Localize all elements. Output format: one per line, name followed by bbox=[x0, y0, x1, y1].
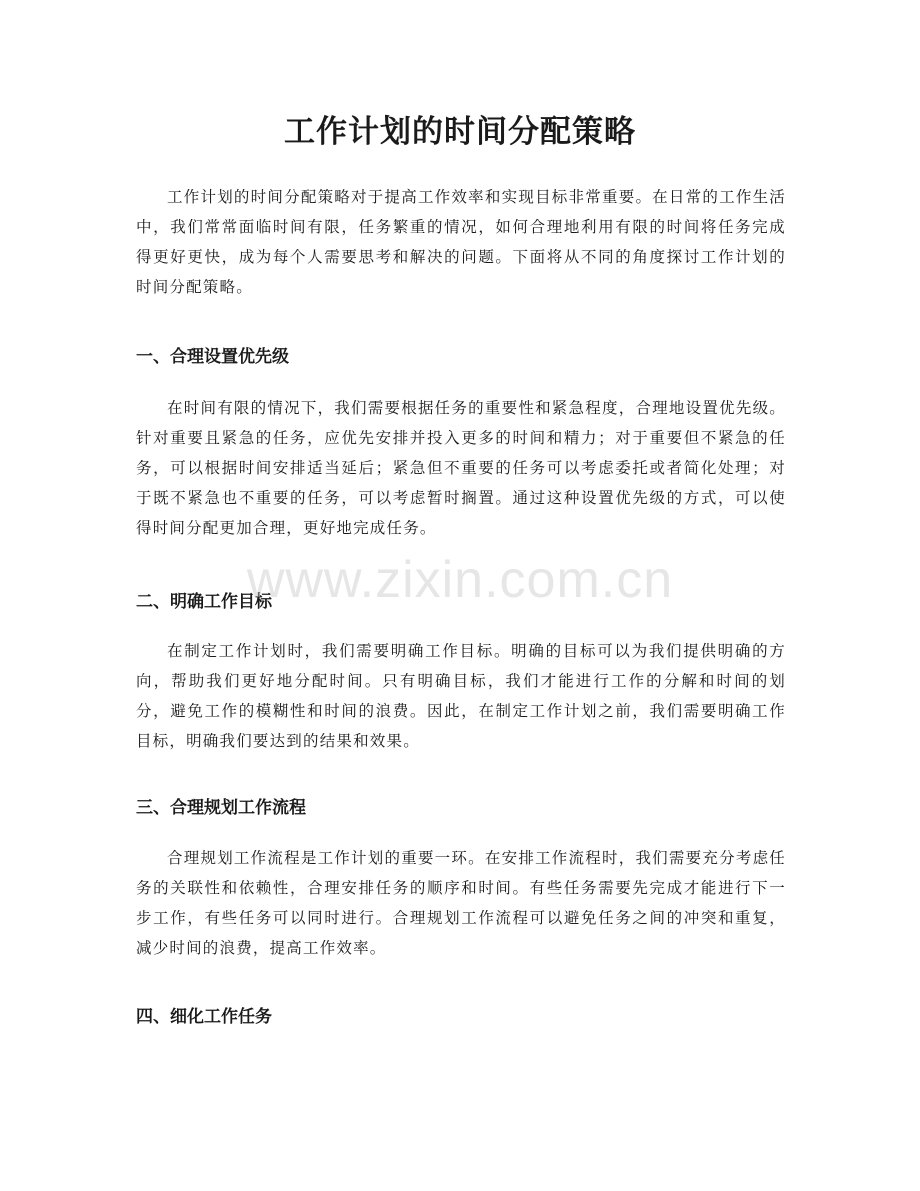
section-body-3: 合理规划工作流程是工作计划的重要一环。在安排工作流程时，我们需要充分考虑任务的关联性和依赖性，合理安排任务的顺序和时间。有些任务需要先完成才能进行下一步工作，有些任务可以同时进行。合理规划工作流程可以避免任务之间的冲突和重复，减少时间的浪费，提高工作效率。 bbox=[136, 849, 786, 957]
section-heading-2: 二、明确工作目标 bbox=[136, 592, 272, 612]
section-heading-3: 三、合理规划工作流程 bbox=[136, 798, 306, 818]
intro-paragraph: 工作计划的时间分配策略对于提高工作效率和实现目标非常重要。在日常的工作生活中，我们常常面临时间有限，任务繁重的情况，如何合理地利用有限的时间将任务完成得更好更快，成为每个人需要思考和解决的问题。下面将从不同的角度探讨工作计划的时间分配策略。 bbox=[136, 188, 786, 296]
section-heading-1: 一、合理设置优先级 bbox=[136, 347, 289, 367]
section-heading-4: 四、细化工作任务 bbox=[136, 1007, 272, 1027]
section-body-1: 在时间有限的情况下，我们需要根据任务的重要性和紧急程度，合理地设置优先级。针对重要且紧急的任务，应优先安排并投入更多的时间和精力；对于重要但不紧急的任务，可以根据时间安排适当延后；紧急但不重要的任务可以考虑委托或者简化处理；对于既不紧急也不重要的任务，可以考虑暂时搁置。通过这种设置优先级的方式，可以使得时间分配更加合理，更好地完成任务。 bbox=[136, 399, 786, 537]
watermark-text: www.zixin.com.cn bbox=[246, 551, 674, 609]
section-body-2: 在制定工作计划时，我们需要明确工作目标。明确的目标可以为我们提供明确的方向，帮助我们更好地分配时间。只有明确目标，我们才能进行工作的分解和时间的划分，避免工作的模糊性和时间的浪费。因此，在制定工作计划之前，我们需要明确工作目标，明确我们要达到的结果和效果。 bbox=[136, 642, 786, 750]
page-title: 工作计划的时间分配策略 bbox=[284, 114, 636, 150]
